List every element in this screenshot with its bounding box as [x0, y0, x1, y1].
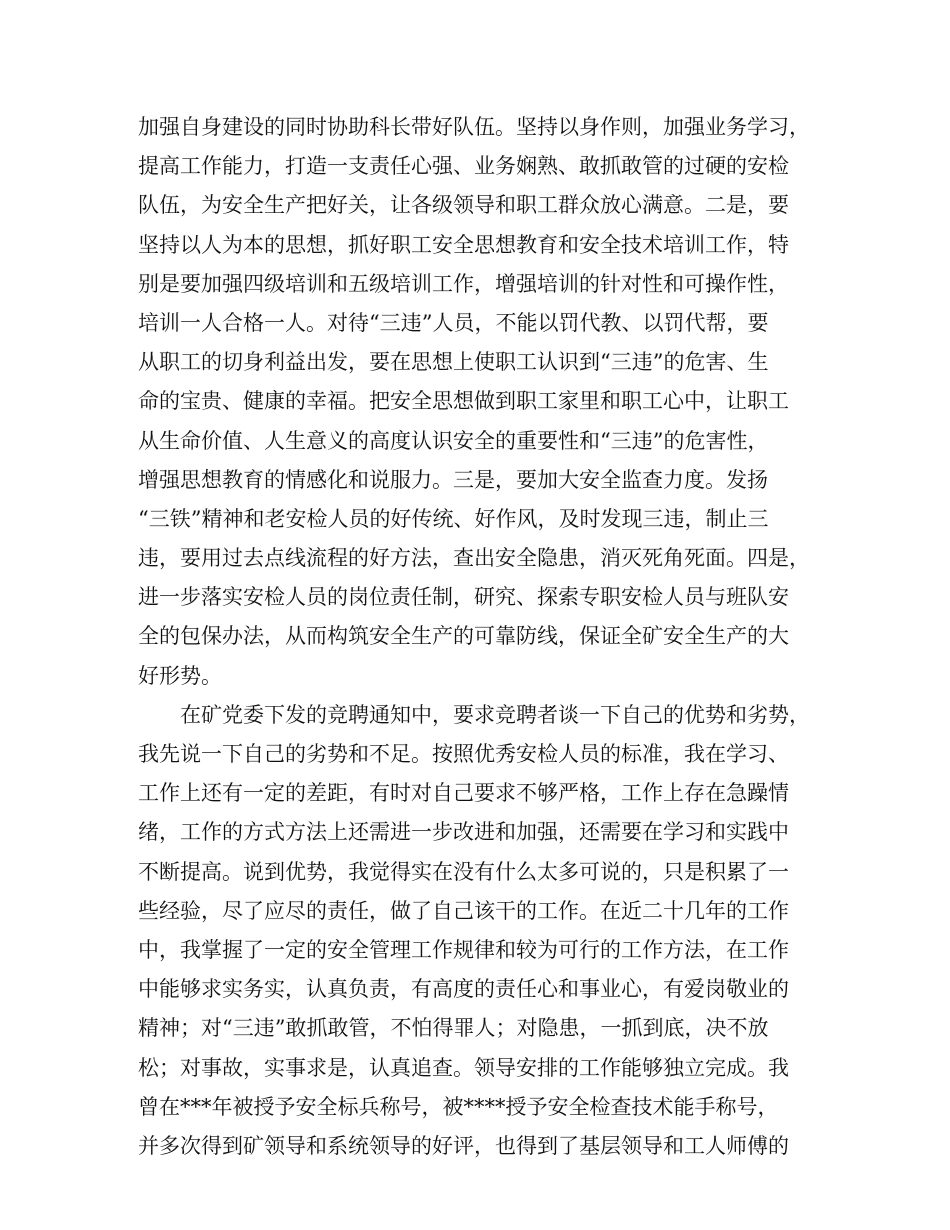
text-line: 松；对事故，实事求是，认真追查。领导安排的工作能够独立完成。我 — [138, 1055, 789, 1080]
text-line: 我先说一下自己的劣势和不足。按照优秀安检人员的标准，我在学习、 — [138, 742, 789, 766]
paragraph-1 — [138, 108, 828, 696]
text-line: 在矿党委下发的竞聘通知中，要求竞聘者谈一下自己的优势和劣势， — [180, 702, 810, 727]
text-line: 绪，工作的方式方法上还需进一步改进和加强，还需要在学习和实践中 — [138, 820, 789, 845]
text-line: 增强思想教育的情感化和说服力。三是，要加大安全监查力度。发扬 — [138, 467, 768, 492]
text-line: 提高工作能力，打造一支责任心强、业务娴熟、敢抓敢管的过硬的安检 — [138, 154, 789, 179]
document-body — [138, 108, 828, 1166]
text-line: 并多次得到矿领导和系统领导的好评，也得到了基层领导和工人师傅的 — [138, 1133, 789, 1158]
text-line: 命的宝贵、健康的幸福。把安全思想做到职工家里和职工心中，让职工 — [138, 389, 789, 414]
text-line: 好形势。 — [138, 663, 222, 688]
text-line: 精神；对“三违”敢抓敢管，不怕得罪人；对隐患，一抓到底，决不放 — [138, 1016, 769, 1041]
text-line: 队伍，为安全生产把好关，让各级领导和职工群众放心满意。二是，要 — [138, 193, 789, 218]
text-line: 不断提高。说到优势，我觉得实在没有什么太多可说的，只是积累了一 — [138, 859, 789, 884]
text-line: 些经验，尽了应尽的责任，做了自己该干的工作。在近二十几年的工作 — [138, 898, 789, 923]
text-line: 违，要用过去点线流程的好方法，查出安全隐患，消灭死角死面。四是， — [138, 546, 810, 571]
text-line: 培训一人合格一人。对待“三违”人员，不能以罚代教、以罚代帮，要 — [138, 310, 769, 335]
text-line: “三铁”精神和老安检人员的好传统、好作风，及时发现三违，制止三 — [138, 506, 769, 531]
text-line: 进一步落实安检人员的岗位责任制，研究、探索专职安检人员与班队安 — [138, 585, 789, 610]
text-line: 坚持以人为本的思想，抓好职工安全思想教育和安全技术培训工作，特 — [138, 232, 789, 257]
text-line: 工作上还有一定的差距，有时对自己要求不够严格，工作上存在急躁情 — [138, 781, 789, 806]
text-line: 从职工的切身利益出发，要在思想上使职工认识到“三违”的危害、生 — [138, 350, 769, 375]
text-line: 别是要加强四级培训和五级培训工作，增强培训的针对性和可操作性， — [138, 271, 789, 296]
text-line: 加强自身建设的同时协助科长带好队伍。坚持以身作则，加强业务学习， — [138, 115, 810, 139]
paragraph-2 — [138, 696, 828, 1166]
text-line: 中能够求实务实，认真负责，有高度的责任心和事业心，有爱岗敬业的 — [138, 977, 789, 1002]
text-line: 全的包保办法，从而构筑安全生产的可靠防线，保证全矿安全生产的大 — [138, 624, 789, 649]
text-line: 中，我掌握了一定的安全管理工作规律和较为可行的工作方法，在工作 — [138, 937, 789, 962]
text-line: 从生命价值、人生意义的高度认识安全的重要性和“三违”的危害性， — [138, 428, 769, 453]
text-line: 曾在***年被授予安全标兵称号，被****授予安全检查技术能手称号， — [138, 1094, 779, 1119]
